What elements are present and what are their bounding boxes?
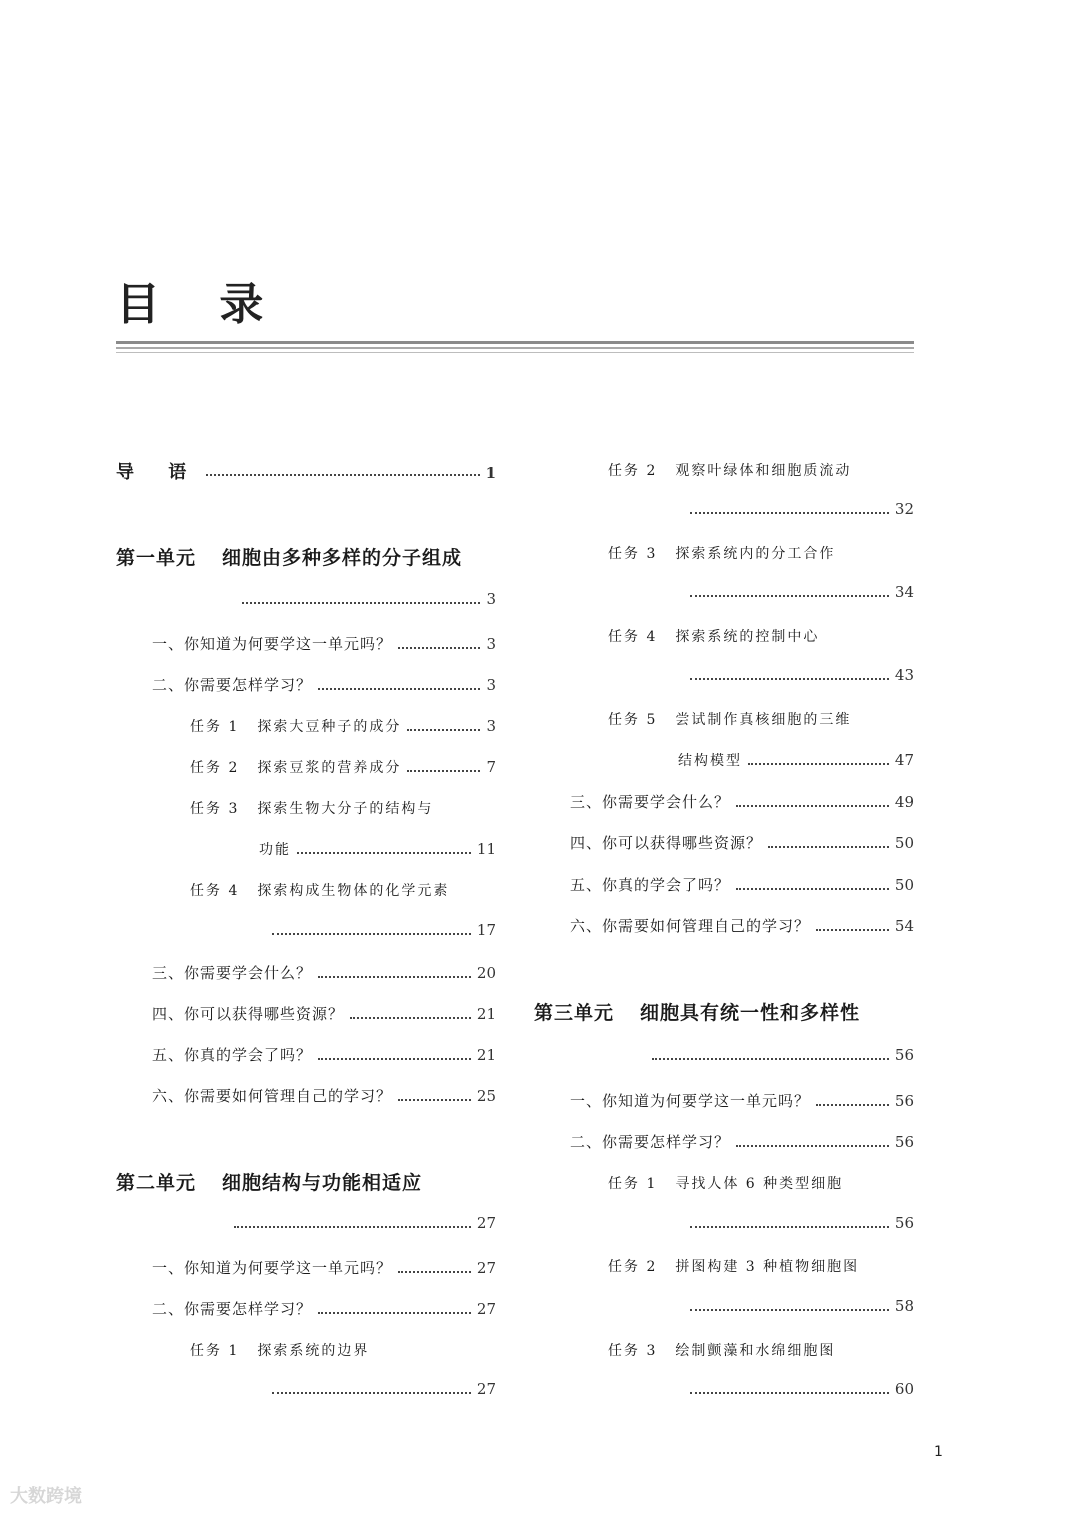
title-rule-medium (116, 347, 914, 349)
toc-task-entry[interactable] (190, 1340, 369, 1360)
toc-page-number: 27 (476, 1300, 496, 1318)
toc-entry[interactable] (152, 1003, 496, 1024)
toc-page-number: 56 (894, 1133, 914, 1151)
page-number: 1 (934, 1444, 943, 1460)
toc-entry-text: 寻找人体 6 种类型细胞 (675, 1176, 844, 1192)
leader-dots (407, 729, 480, 731)
toc-entry-text: 三、你需要学会什么？ (152, 964, 313, 982)
toc-entry-text: 尝试制作真核细胞的三维 (675, 712, 852, 728)
task-label: 任务 4 (190, 883, 240, 899)
toc-page-number: 20 (476, 964, 496, 982)
task-label: 任务 3 (190, 801, 240, 817)
toc-task-entry[interactable] (608, 1256, 859, 1276)
toc-entry-text: 探索构成生物体的化学元素 (257, 883, 450, 899)
toc-page-number: 47 (894, 751, 914, 769)
toc-entry-text: 二、你需要怎样学习？ (570, 1133, 731, 1151)
toc-page-number: 49 (894, 793, 914, 811)
toc-page-number: 1 (485, 464, 496, 482)
toc-page-number: 21 (476, 1046, 496, 1064)
toc-page-number: 50 (894, 834, 914, 852)
toc-entry[interactable] (570, 1131, 914, 1152)
toc-entry-text: 五、你真的学会了吗？ (152, 1046, 313, 1064)
toc-entry-text: 二、你需要怎样学习？ (152, 1300, 313, 1318)
toc-page-number: 3 (486, 635, 496, 653)
leader-dots (272, 1392, 471, 1394)
toc-page-number: 50 (894, 876, 914, 894)
leader-dots (768, 846, 889, 848)
toc-page-number: 60 (894, 1380, 914, 1398)
toc-entry[interactable] (152, 1298, 496, 1319)
toc-task-entry-continued[interactable] (678, 750, 914, 770)
leader-dots (206, 474, 479, 476)
toc-entry[interactable] (570, 874, 914, 895)
toc-task-entry[interactable] (190, 757, 496, 777)
toc-page-number: 32 (894, 500, 914, 518)
task-label: 任务 4 (608, 629, 658, 645)
toc-entry-text: 二、你需要怎样学习？ (152, 676, 313, 694)
toc-entry-text: 探索大豆种子的成分 (257, 719, 402, 735)
leader-dots (690, 595, 889, 597)
task-label: 任务 1 (608, 1176, 658, 1192)
task-label: 任务 1 (190, 1343, 240, 1359)
leader-dots (690, 1226, 889, 1228)
leader-dots (690, 1392, 889, 1394)
toc-entry-text: 功能 (259, 842, 291, 858)
toc-page-number: 58 (894, 1297, 914, 1315)
leader-dots (318, 1312, 471, 1314)
toc-entry-text: 六、你需要如何管理自己的学习？ (570, 917, 811, 935)
toc-page-number: 27 (476, 1214, 496, 1232)
title-rule-thick (116, 341, 914, 344)
toc-entry-text: 三、你需要学会什么？ (570, 793, 731, 811)
toc-unit-3-heading[interactable] (534, 998, 860, 1025)
unit-title: 细胞结构与功能相适应 (222, 1172, 423, 1194)
toc-page-number: 56 (894, 1046, 914, 1064)
unit-label: 第一单元 (116, 547, 197, 569)
toc-entry[interactable] (570, 832, 914, 853)
leader-dots (816, 929, 889, 931)
unit-label: 第三单元 (534, 1002, 615, 1024)
leader-dots (652, 1058, 889, 1060)
toc-entry-text: 探索系统内的分工合作 (675, 546, 836, 562)
toc-page-number: 56 (894, 1092, 914, 1110)
toc-unit-2-heading[interactable] (116, 1168, 422, 1195)
toc-page-number: 21 (476, 1005, 496, 1023)
toc-task-entry[interactable] (608, 543, 835, 563)
leader-dots (816, 1104, 889, 1106)
toc-entry-text: 探索系统的控制中心 (675, 629, 820, 645)
leader-dots (318, 688, 480, 690)
toc-task-entry[interactable] (608, 626, 819, 646)
page-title: 目 录 (116, 279, 286, 330)
toc-task-entry[interactable] (190, 798, 433, 818)
toc-task-entry[interactable] (190, 716, 496, 736)
task-label: 任务 5 (608, 712, 658, 728)
toc-page-number: 7 (486, 758, 496, 776)
unit-title: 细胞具有统一性和多样性 (640, 1002, 861, 1024)
toc-page-number: 25 (476, 1087, 496, 1105)
toc-entry-text: 探索豆浆的营养成分 (257, 760, 402, 776)
toc-entry[interactable] (570, 915, 914, 936)
toc-page-number: 43 (894, 666, 914, 684)
leader-dots (407, 770, 480, 772)
toc-entry-text: 一、你知道为何要学这一单元吗？ (570, 1092, 811, 1110)
toc-entry-text: 观察叶绿体和细胞质流动 (675, 463, 852, 479)
toc-task-entry[interactable] (608, 1173, 843, 1193)
toc-task-page-line[interactable] (684, 1297, 914, 1315)
leader-dots (748, 763, 889, 765)
leader-dots (690, 512, 889, 514)
toc-entry[interactable] (570, 791, 914, 812)
leader-dots (318, 976, 471, 978)
toc-unit-1-page-line[interactable] (236, 590, 496, 608)
toc-entry-text: 六、你需要如何管理自己的学习？ (152, 1087, 393, 1105)
toc-page-number: 3 (486, 717, 496, 735)
task-label: 任务 2 (608, 1259, 658, 1275)
leader-dots (736, 888, 889, 890)
title-rule-thin (116, 352, 914, 353)
toc-task-page-line[interactable] (684, 1214, 914, 1232)
toc-page-number: 34 (894, 583, 914, 601)
toc-page-number: 3 (486, 676, 496, 694)
toc-page-number: 56 (894, 1214, 914, 1232)
toc-task-entry[interactable] (608, 460, 851, 480)
toc-unit-3-page-line[interactable] (646, 1046, 914, 1064)
toc-task-page-line[interactable] (684, 1380, 914, 1398)
toc-task-page-line[interactable] (684, 583, 914, 601)
toc-entry-text: 拼图构建 3 种植物细胞图 (675, 1259, 860, 1275)
toc-page-number: 27 (476, 1380, 496, 1398)
toc-entry[interactable] (152, 1044, 496, 1065)
toc-entry[interactable] (152, 1085, 496, 1106)
toc-entry-text: 结构模型 (678, 753, 742, 769)
task-label: 任务 3 (608, 546, 658, 562)
toc-task-page-line[interactable] (266, 921, 496, 939)
toc-entry-intro[interactable] (116, 458, 496, 484)
toc-entry[interactable] (570, 1090, 914, 1111)
toc-entry[interactable] (152, 633, 496, 654)
leader-dots (318, 1058, 471, 1060)
leader-dots (242, 602, 480, 604)
toc-page-number: 27 (476, 1259, 496, 1277)
leader-dots (234, 1226, 471, 1228)
toc-unit-2-page-line[interactable] (228, 1214, 496, 1232)
leader-dots (736, 1145, 889, 1147)
toc-task-entry[interactable] (608, 709, 851, 729)
toc-entry-text: 一、你知道为何要学这一单元吗？ (152, 635, 393, 653)
leader-dots (272, 933, 471, 935)
toc-entry-text: 四、你可以获得哪些资源？ (570, 834, 763, 852)
toc-entry[interactable] (152, 1257, 496, 1278)
task-label: 任务 3 (608, 1343, 658, 1359)
toc-task-entry-continued[interactable] (259, 839, 496, 859)
leader-dots (350, 1017, 471, 1019)
leader-dots (297, 852, 471, 854)
toc-page-number: 3 (486, 590, 496, 608)
toc-entry-text: 五、你真的学会了吗？ (570, 876, 731, 894)
toc-entry[interactable] (152, 674, 496, 695)
leader-dots (398, 647, 480, 649)
leader-dots (398, 1099, 471, 1101)
toc-page-number: 17 (476, 921, 496, 939)
task-label: 任务 2 (190, 760, 240, 776)
toc-entry-text: 一、你知道为何要学这一单元吗？ (152, 1259, 393, 1277)
unit-label: 第二单元 (116, 1172, 197, 1194)
toc-page-number: 11 (476, 840, 496, 858)
leader-dots (690, 678, 889, 680)
task-label: 任务 2 (608, 463, 658, 479)
toc-page-number: 54 (894, 917, 914, 935)
toc-task-entry[interactable] (608, 1340, 835, 1360)
toc-task-page-line[interactable] (266, 1380, 496, 1398)
leader-dots (690, 1309, 889, 1311)
leader-dots (736, 805, 889, 807)
watermark: 大数跨境 (10, 1486, 82, 1507)
toc-unit-1-heading[interactable] (116, 543, 462, 570)
toc-entry-text: 绘制颤藻和水绵细胞图 (675, 1343, 836, 1359)
unit-title: 细胞由多种多样的分子组成 (222, 547, 463, 569)
toc-entry-text: 四、你可以获得哪些资源？ (152, 1005, 345, 1023)
toc-task-page-line[interactable] (684, 500, 914, 518)
toc-entry-text: 导 语 (116, 462, 201, 483)
toc-task-page-line[interactable] (684, 666, 914, 684)
toc-entry-text: 探索系统的边界 (257, 1343, 370, 1359)
leader-dots (398, 1271, 471, 1273)
toc-entry-text: 探索生物大分子的结构与 (257, 801, 434, 817)
toc-entry[interactable] (152, 962, 496, 983)
toc-task-entry[interactable] (190, 880, 449, 900)
task-label: 任务 1 (190, 719, 240, 735)
